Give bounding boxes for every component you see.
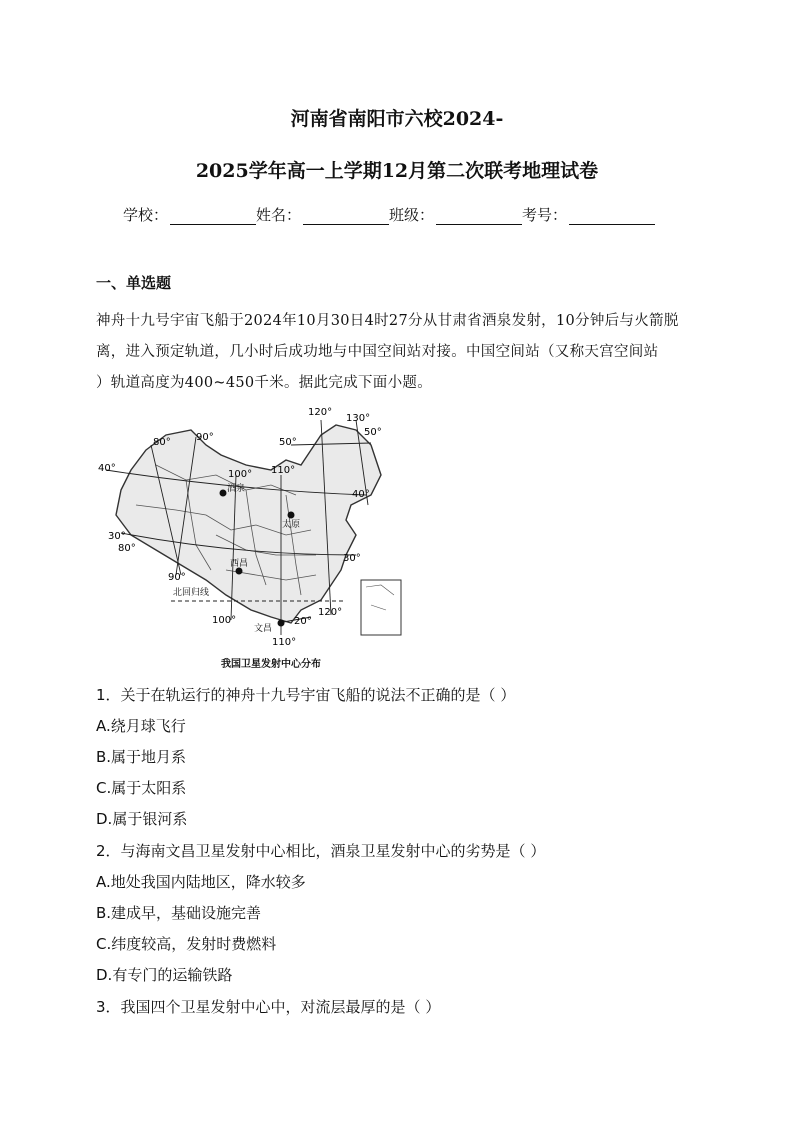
wenchang-label: 文昌	[254, 624, 273, 634]
school-label: 学校：	[123, 206, 169, 224]
question-2-stem: 2．与海南文昌卫星发射中心相比，酒泉卫星发射中心的劣势是（ ）	[96, 842, 546, 860]
exam-no-field	[522, 204, 655, 225]
lat-label-40-right: 40°	[352, 489, 370, 500]
question-1-stem: 1．关于在轨运行的神舟十九号宇宙飞船的说法不正确的是（ ）	[96, 686, 516, 704]
china-launch-center-map	[96, 405, 408, 675]
name-field	[256, 204, 389, 225]
tropic-label: 北回归线	[173, 588, 210, 598]
lat-label-30-right: 30°	[343, 553, 361, 564]
lon-label-90-bottom: 90°	[168, 572, 186, 583]
lon-label-110-mid: 110°	[271, 465, 296, 476]
lat-label-40-left: 40°	[98, 463, 116, 474]
page-title-line2: 2025学年高一上学期12月第二次联考地理试卷	[195, 160, 599, 182]
south-china-sea-inset	[361, 580, 401, 635]
q1-option-d[interactable]: D.属于银河系	[96, 810, 188, 828]
lon-label-90-top: 90°	[196, 432, 214, 443]
exam-no-blank[interactable]	[569, 208, 655, 225]
q2-option-d[interactable]: D.有专门的运输铁路	[96, 966, 233, 984]
china-outline	[116, 425, 381, 623]
school-field	[123, 204, 256, 225]
lon-label-120-bottom: 120°	[318, 607, 343, 618]
lat-label-20: 20°	[294, 616, 312, 627]
class-blank[interactable]	[436, 208, 522, 225]
lon-label-120-top: 120°	[308, 407, 333, 418]
class-field	[389, 204, 522, 225]
question-3-stem: 3．我国四个卫星发射中心中，对流层最厚的是（ ）	[96, 998, 441, 1016]
name-label: 姓名：	[256, 206, 302, 224]
wenchang-marker	[278, 620, 285, 627]
page-title-line1: 河南省南阳市六校2024-	[290, 108, 504, 130]
lon-label-100-bottom: 100°	[212, 615, 237, 626]
lat-label-50-right: 50°	[364, 427, 382, 438]
lon-label-130-top: 130°	[346, 413, 371, 424]
exam-no-label: 考号：	[522, 206, 568, 224]
school-blank[interactable]	[170, 208, 256, 225]
q2-option-b[interactable]: B.建成早，基础设施完善	[96, 904, 262, 922]
lon-label-80-left: 80°	[118, 543, 136, 554]
taiyuan-marker	[288, 512, 295, 519]
q2-option-a[interactable]: A.地处我国内陆地区，降水较多	[96, 873, 306, 891]
taiyuan-label: 太原	[282, 520, 301, 530]
question-stem	[96, 306, 700, 399]
jiuquan-label: 酒泉	[227, 484, 246, 494]
jiuquan-marker	[220, 490, 227, 497]
xichang-label: 西昌	[230, 559, 249, 569]
lat-label-30-left: 30°	[108, 531, 126, 542]
lon-label-80-top: 80°	[153, 437, 171, 448]
name-blank[interactable]	[303, 208, 389, 225]
lon-label-100-mid: 100°	[228, 469, 253, 480]
section-title: 一、单选题	[96, 274, 172, 292]
map-caption: 我国卫星发射中心分布	[221, 659, 321, 670]
q2-option-c[interactable]: C.纬度较高，发射时费燃料	[96, 935, 277, 953]
lon-label-110-bottom: 110°	[272, 637, 297, 648]
student-info-row	[123, 204, 655, 225]
lat-label-50-left: 50°	[279, 437, 297, 448]
stem-line-3: ）轨道高度为400~450千米。据此完成下面小题。	[96, 375, 432, 391]
stem-line-2: 离，进入预定轨道，几小时后成功地与中国空间站对接。中国空间站（又称天宫空间站	[96, 344, 659, 360]
class-label: 班级：	[389, 206, 435, 224]
q1-option-b[interactable]: B.属于地月系	[96, 748, 187, 766]
q1-option-a[interactable]: A.绕月球飞行	[96, 717, 186, 735]
q1-option-c[interactable]: C.属于太阳系	[96, 779, 187, 797]
stem-line-1: 神舟十九号宇宙飞船于2024年10月30日4时27分从甘肃省酒泉发射，10分钟后与火箭脱	[96, 313, 679, 329]
